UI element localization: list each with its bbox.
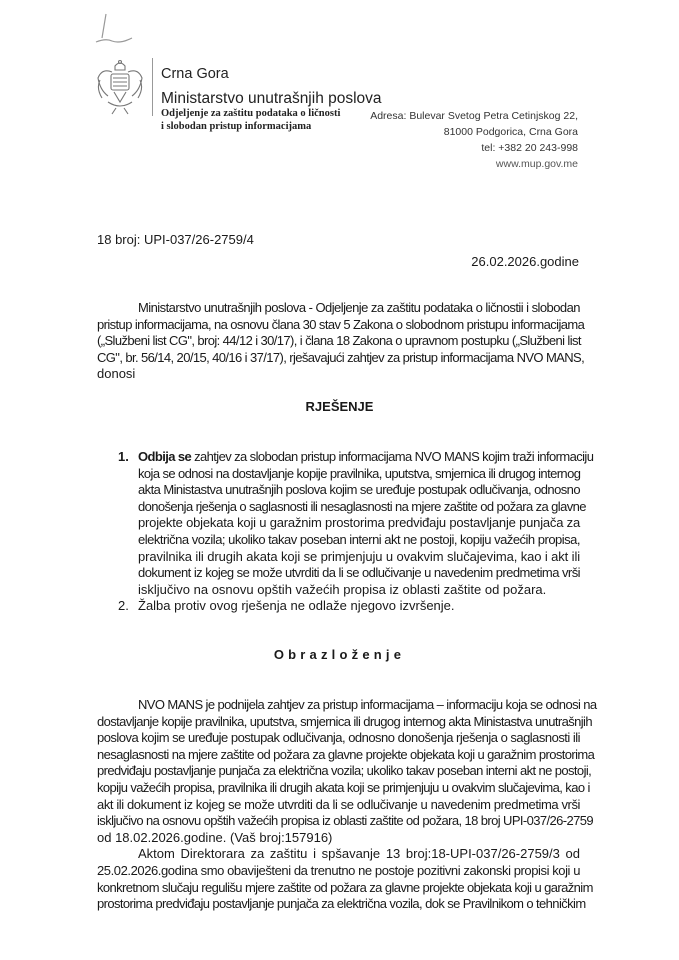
text-line: nesaglasnosti na mjere zaštite od požara za glavne projekte objekata koji u garažnim prostorima: [97, 746, 595, 762]
decision-item: [118, 598, 580, 615]
text-line: 25.02.2026.godina smo obaviješteni da trenutno ne postoje pozitivni zakonski propisi koji u: [97, 862, 581, 878]
text-line: isključivo na osnovu opštih važećih propisa iz oblasti zaštite od požara.: [138, 581, 547, 597]
handwritten-mark-icon: [92, 8, 142, 48]
text-line: električna vozila; ukoliko takav poseban interni akt ne postoji, kopiju važećih propisa,: [138, 531, 580, 547]
text-line: isključivo na osnovu opštih važećih propisa iz oblasti zaštite od požara, 18 broj UPI-037/26-2759: [97, 813, 594, 829]
department-line: Odjeljenje za zaštitu podataka o ličnosti: [161, 108, 341, 119]
text-line: koja se odnosi na dostavljanje kopije pravilnika, uputstva, smjernica ili drugog internog: [138, 465, 581, 481]
text-line: dostavljanje kopije pravilnika, uputstva, smjernica ili drugog internog akta Ministastva unutrašnjih: [97, 713, 592, 729]
header-divider: [152, 58, 153, 116]
decision-list: [118, 449, 594, 615]
country-name: Crna Gora: [161, 66, 229, 82]
department-name: [161, 107, 340, 133]
text-line: („Službeni list CG", broj: 44/12 i 30/17), i člana 18 Zakona o upravnom postupku („Službeni list: [97, 333, 581, 349]
decision-lead: Odbija se: [138, 449, 192, 464]
ministry-name: Ministarstvo unutrašnjih poslova: [161, 90, 382, 107]
coat-of-arms-icon: [94, 58, 146, 116]
text-line: dokument iz kojeg se može utvrditi da li se odlučivanje u navedenim predmetima vrši: [138, 565, 581, 581]
text-line: NVO MANS je podnijela zahtjev za pristup informacijama – informaciju koja se odnosi na: [138, 697, 597, 712]
text-line: pravilnika ili drugih akata koji se primjenjuju u ovakvim slučajevima, kao i akt ili: [138, 548, 581, 564]
text-line: donošenja rješenja o saglasnosti ili nesaglasnosti na mjere zaštite od požara za glavne: [138, 498, 586, 514]
text-line: konkretnom slučaju regulišu mjere zaštite od požara za glavne projekte objekata koji u garažnim: [97, 879, 593, 895]
department-line: i slobodan pristup informacijama: [161, 121, 312, 132]
text-line: Odbija se zahtjev za slobodan pristup informacijama NVO MANS kojim traži informaciju: [138, 449, 594, 464]
text-line: akta Ministastva unutrašnjih poslova kojim se uređuje postupak odlučivanja, odnosno: [138, 482, 581, 498]
reasoning-body: [97, 697, 597, 913]
decision-item: [118, 449, 594, 598]
text-line: Ministarstvo unutrašnjih poslova - Odjeljenje za zaštitu podataka o ličnostii i slobodan: [138, 300, 580, 315]
item-number: 1.: [118, 449, 129, 464]
text-line: donosi: [97, 366, 136, 382]
text-line: pristup informacijama, na osnovu člana 30 stav 5 Zakona o slobodnom pristupu informacijama: [97, 316, 585, 332]
address-line: 81000 Podgorica, Crna Gora: [443, 126, 578, 138]
address-line: Adresa: Bulevar Svetog Petra Cetinjskog 22,: [370, 110, 578, 122]
decision-title: RJEŠENJE: [305, 399, 374, 414]
text-line: predviđaju postavljanje punjača za električna vozila; ukoliko takav poseban interni akt ne postoji,: [97, 763, 592, 779]
address-block: [370, 108, 578, 172]
website-link[interactable]: www.mup.gov.me: [495, 158, 578, 170]
text-line: kopiju važećih propisa, pravilnika ili drugih akata koji se primjenjuju u ovakvim slučajevima, kao i: [97, 779, 590, 795]
text-line: CG", br. 56/14, 20/15, 40/16 i 37/17), rješavajući zahtjev za pristup informacijama NVO MANS,: [97, 349, 585, 365]
text-line: akt ili dokument iz kojeg se može utvrditi da li se odlučivanje u navedenim predmetima vrši: [97, 796, 581, 812]
text-line: poslova kojim se uređuje postupak odlučivanja, odnosno donošenja rješenja o saglasnosti ili: [97, 730, 580, 746]
text-line: Aktom Direktorara za zaštitu i spšavanje 13 broj:18-UPI-037/26-2759/3 od: [138, 846, 580, 862]
phone: tel: +382 20 243-998: [481, 142, 578, 154]
document-date: 26.02.2026.godine: [471, 254, 579, 269]
reference-number: 18 broj: UPI-037/26-2759/4: [97, 232, 254, 247]
reasoning-title: Obrazloženje: [273, 647, 406, 662]
item-number: 2.: [118, 598, 129, 614]
text-line: prostorima predviđaju postavljanje punjača za električna vozila, dok se Pravilnikom o tehničkim: [97, 896, 586, 912]
text-line: projekte objekata koji u garažnim prostorima predviđaju postavljanje punjača za: [138, 515, 581, 531]
text-line: od 18.02.2026.godine. (Vaš broj:157916): [97, 829, 333, 845]
intro-paragraph: [97, 300, 585, 383]
text-line: Žalba protiv ovog rješenja ne odlaže njegovo izvršenje.: [138, 598, 455, 614]
